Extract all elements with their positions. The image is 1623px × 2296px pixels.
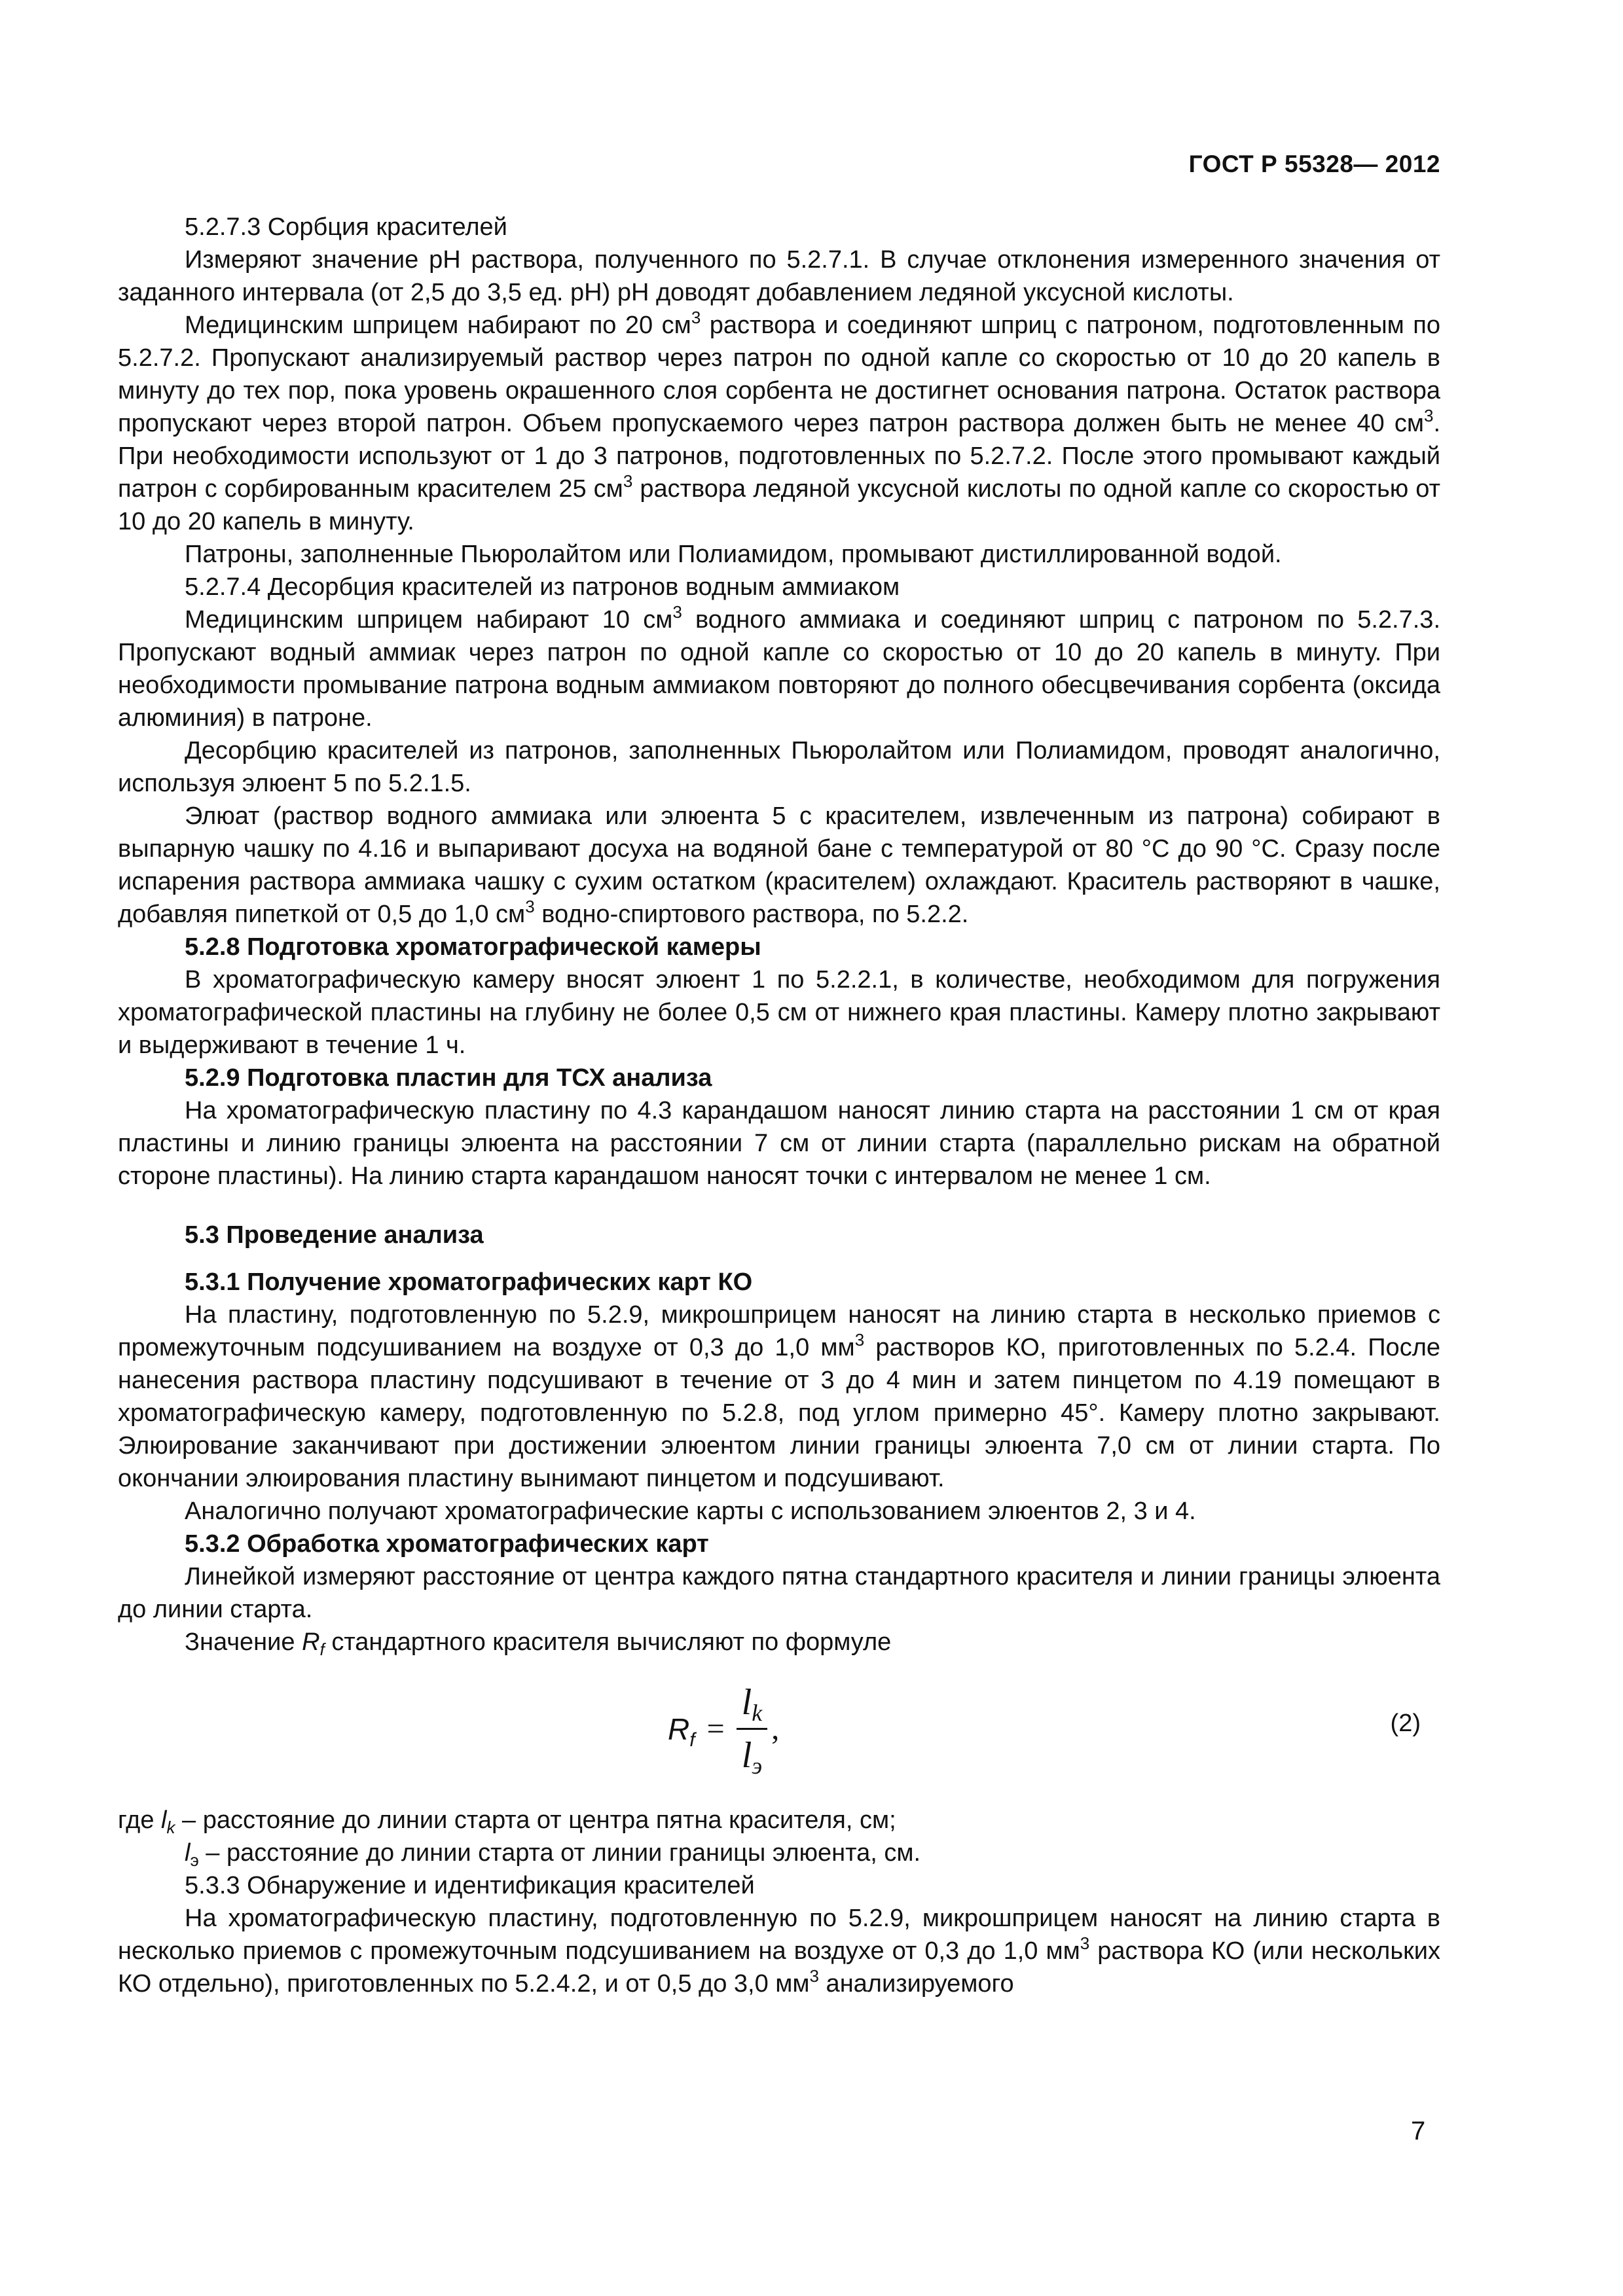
section-heading-5-3: 5.3 Проведение анализа bbox=[185, 1221, 484, 1249]
formula-legend-lk: где $l_k$ – расстояние до линии старта от центра пятна красителя, см; bbox=[118, 1806, 896, 1837]
paragraph: Медицинским шприцем набирают 10 $см^3$ водного аммиака и соединяют шприц с патроном по 5.2.7.3. Пропускают водный аммиак через патрон по одной капле со скоростью от 10 до 20 капель в минуту. При необходимости промывание патрона водным аммиаком повторяют до полного обесцвечивания сорбента (оксида алюминия) в патроне. bbox=[118, 602, 1440, 732]
formula-legend-le: $l_э$ – расстояние до линии старта от линии границы элюента, см. bbox=[185, 1839, 921, 1870]
equation-number: (2) bbox=[1390, 1710, 1421, 1737]
paragraph: В хроматографическую камеру вносят элюент 1 по 5.2.2.1, в количестве, необходимом для погружения хроматографической пластины на глубину не более 0,5 см от нижнего края пластины. Камеру плотно закрывают и выдерживают в течение 1 ч. bbox=[118, 966, 1440, 1059]
section-heading-5-2-9: 5.2.9 Подготовка пластин для ТСХ анализа bbox=[185, 1064, 712, 1092]
paragraph: Медицинским шприцем набирают по 20 $см^3$ раствора и соединяют шприц с патроном, подготовленным по 5.2.7.2. Пропускают анализируемый раствор через патрон по одной капле со скоростью от 10 до 20 капель в минуту до тех пор, пока уровень окрашенного слоя сорбента не достигнет основания патрона. Остаток раствора пропускают через второй патрон. Объем пропускаемого через патрон раствора должен быть не менее 40 $см^3$. При необходимости используют от 1 до 3 патронов, подготовленных по 5.2.7.2. После этого промывают каждый патрон с сорбированным красителем 25 $см^3$ раствора ледяной уксусной кислоты по одной капле со скоростью от 10 до 20 капель в минуту. bbox=[118, 308, 1440, 535]
subsection-title-5-2-7-4: 5.2.7.4 Десорбция красителей из патронов водным аммиаком bbox=[185, 573, 900, 601]
document-body bbox=[118, 211, 1440, 2000]
formula-denominator: $l_э$ bbox=[741, 1735, 763, 1779]
formula-expression: $R_f$ = $\frac{l_k}{l_э}$ , bbox=[668, 1682, 780, 1779]
subsection-title-5-3-3: 5.3.3 Обнаружение и идентификация красителей bbox=[185, 1872, 755, 1899]
formula-equals: = bbox=[706, 1711, 725, 1746]
formula-rf bbox=[118, 1668, 1440, 1799]
paragraph: На хроматографическую пластину по 4.3 карандашом наносят линию старта на расстоянии 1 см от края пластины и линию границы элюента на расстоянии 7 см от линии старта (параллельно рискам на обратной стороне пластины). На линию старта карандашом наносят точки с интервалом не менее 1 см. bbox=[118, 1097, 1440, 1190]
paragraph: Линейкой измеряют расстояние от центра каждого пятна стандартного красителя и линии границы элюента до линии старта. bbox=[118, 1563, 1440, 1623]
formula-numerator: $l_k$ bbox=[741, 1682, 763, 1726]
paragraph: Элюат (раствор водного аммиака или элюента 5 с красителем, извлеченным из патрона) собирают в выпарную чашку по 4.16 и выпаривают досуха на водяной бане с температурой от 80 °С до 90 °С. Сразу после испарения раствора аммиака чашку с сухим остатком (красителем) охлаждают. Краситель растворяют в чашке, добавляя пипеткой от 0,5 до 1,0 $см^3$ водно-спиртового раствора, по 5.2.2. bbox=[118, 802, 1440, 928]
subsection-title-5-2-7-3: 5.2.7.3 Сорбция красителей bbox=[185, 213, 507, 241]
formula-lhs: $R_f$ bbox=[668, 1712, 695, 1751]
formula-fraction bbox=[737, 1681, 768, 1777]
paragraph: Патроны, заполненные Пьюролайтом или Полиамидом, промывают дистиллированной водой. bbox=[185, 541, 1282, 568]
page-number: 7 bbox=[1411, 2117, 1426, 2145]
paragraph: На пластину, подготовленную по 5.2.9, микрошприцем наносят на линию старта в несколько приемов с промежуточным подсушиванием на воздухе от 0,3 до 1,0 $мм^3$ растворов КО, приготовленных по 5.2.4. После нанесения раствора пластину подсушивают в течение от 3 до 4 мин и затем пинцетом по 4.19 помещают в хроматографическую камеру, подготовленную по 5.2.8, под углом примерно 45°. Камеру плотно закрывают. Элюирование заканчивают при достижении элюентом линии границы элюента 7,0 см от линии старта. По окончании элюирования пластину вынимают пинцетом и подсушивают. bbox=[118, 1301, 1440, 1492]
section-heading-5-3-2: 5.3.2 Обработка хроматографических карт bbox=[185, 1530, 709, 1558]
paragraph: Измеряют значение рН раствора, полученного по 5.2.7.1. В случае отклонения измеренного значения от заданного интервала (от 2,5 до 3,5 ед. рН) рН доводят добавлением ледяной уксусной кислоты. bbox=[118, 246, 1440, 306]
section-heading-5-3-1: 5.3.1 Получение хроматографических карт КО bbox=[185, 1268, 753, 1296]
paragraph: На хроматографическую пластину, подготовленную по 5.2.9, микрошприцем наносят на линию старта в несколько приемов с промежуточным подсушиванием на воздухе от 0,3 до 1,0 $мм^3$ раствора КО (или нескольких КО отдельно), приготовленных по 5.2.4.2, и от 0,5 до 3,0 $мм^3$ анализируемого bbox=[118, 1905, 1441, 1998]
section-heading-5-2-8: 5.2.8 Подготовка хроматографической камеры bbox=[185, 933, 761, 961]
paragraph: Аналогично получают хроматографические карты с использованием элюентов 2, 3 и 4. bbox=[185, 1498, 1196, 1525]
paragraph: Десорбцию красителей из патронов, заполненных Пьюролайтом или Полиамидом, проводят аналогично, используя элюент 5 по 5.2.1.5. bbox=[118, 737, 1440, 797]
document-header: ГОСТ Р 55328— 2012 bbox=[1188, 151, 1440, 177]
paragraph: Значение $R_f$ стандартного красителя вычисляют по формуле bbox=[185, 1628, 892, 1659]
